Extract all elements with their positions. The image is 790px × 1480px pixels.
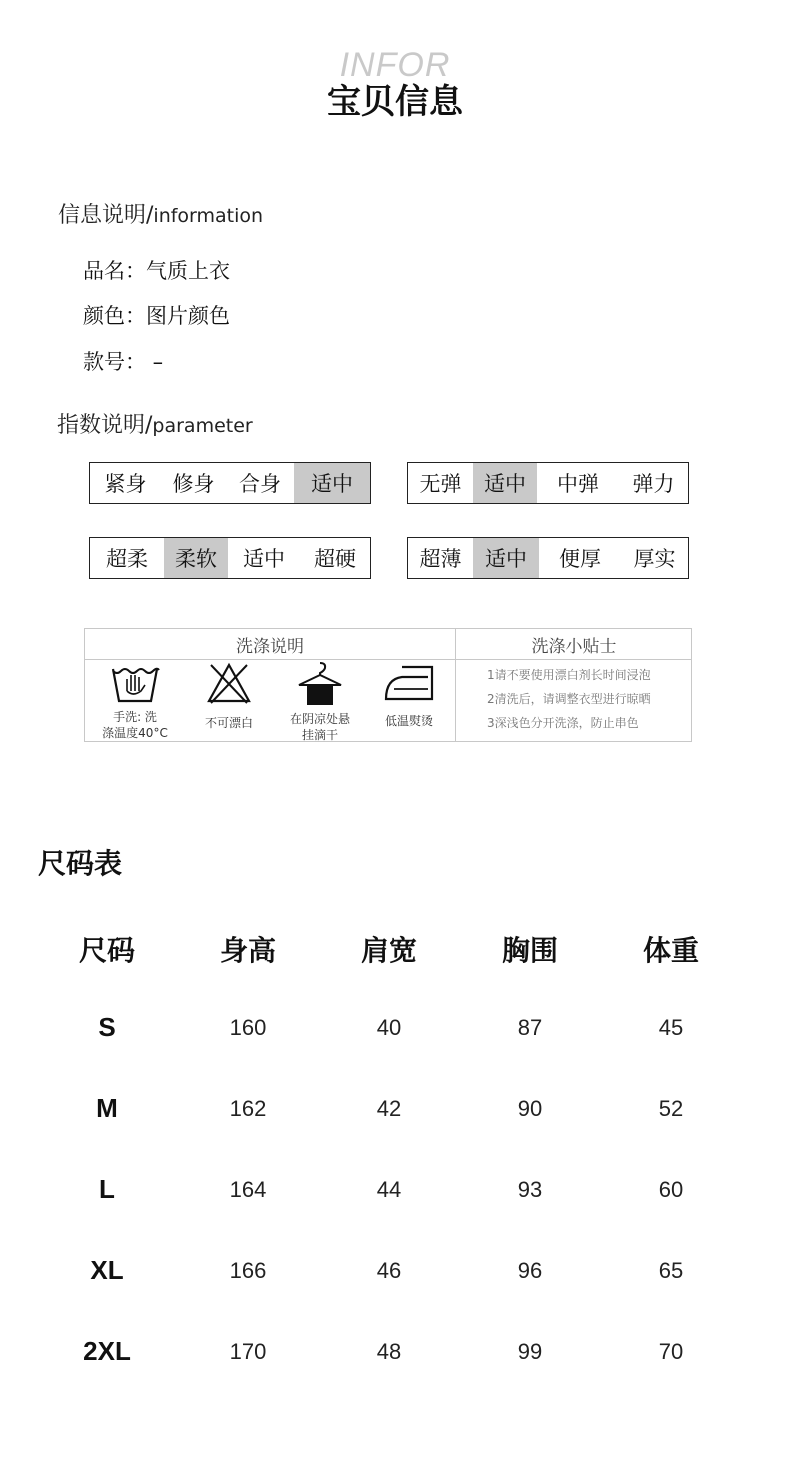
shoulder-header: 肩宽 — [360, 934, 417, 967]
softness-option-selected: 柔软 — [164, 538, 228, 578]
info-line-color: 颜色：图片颜色 — [83, 304, 230, 328]
table-cell: 65 — [658, 1258, 684, 1283]
stretch-scale — [407, 462, 689, 504]
no-bleach-item — [185, 661, 273, 731]
table-cell: 99 — [517, 1339, 543, 1364]
table-cell: 93 — [517, 1177, 543, 1202]
wash-divider — [455, 629, 456, 741]
wash-tip: 3深浅色分开洗涤，防止串色 — [487, 716, 639, 730]
table-cell: 42 — [376, 1096, 402, 1121]
hand-wash-icon — [107, 661, 163, 705]
info-heading — [58, 198, 263, 229]
fit-option-selected: 适中 — [294, 463, 370, 503]
low-iron-caption: 低温熨烫 — [384, 714, 433, 728]
hang-dry-caption: 在阴凉处悬 — [289, 712, 350, 726]
fit-option: 合身 — [239, 472, 281, 496]
parameter-heading — [57, 408, 253, 439]
fit-option: 修身 — [172, 472, 215, 496]
thickness-option: 便厚 — [559, 547, 601, 571]
table-cell: 166 — [229, 1258, 267, 1283]
table-cell: 162 — [229, 1096, 267, 1121]
table-cell: 170 — [229, 1339, 267, 1364]
stretch-option: 无弹 — [419, 472, 462, 496]
wash-tip: 1请不要使用漂白剂长时间浸泡 — [487, 668, 651, 682]
info-line-model: 款号： – — [83, 350, 164, 374]
fit-option: 紧身 — [104, 472, 147, 496]
thickness-option-selected: 适中 — [473, 538, 539, 578]
thickness-option: 厚实 — [633, 547, 676, 571]
fit-scale — [89, 462, 371, 504]
table-cell: 45 — [658, 1015, 684, 1040]
wash-tip: 2清洗后，请调整衣型进行晾晒 — [487, 692, 651, 706]
table-cell: 60 — [658, 1177, 684, 1202]
wash-tips-header: 洗涤小贴士 — [456, 629, 692, 660]
stretch-option: 中弹 — [557, 472, 599, 496]
page-title: 宝贝信息 — [327, 82, 463, 122]
table-cell: 44 — [376, 1177, 402, 1202]
softness-option: 超柔 — [106, 547, 148, 571]
table-cell: 70 — [658, 1339, 684, 1364]
no-bleach-icon — [205, 661, 253, 705]
low-iron-item — [367, 661, 451, 729]
no-bleach-caption: 不可漂白 — [204, 716, 253, 730]
table-cell-size: L — [99, 1174, 115, 1204]
wash-instructions-header: 洗涤说明 — [85, 629, 455, 660]
table-cell: 40 — [376, 1015, 402, 1040]
thickness-scale — [407, 537, 689, 579]
hand-wash-caption: 手洗: 洗 — [113, 710, 157, 724]
parameter-heading-en: parameter — [152, 415, 253, 437]
weight-header: 体重 — [642, 934, 699, 967]
hang-dry-icon — [295, 661, 345, 707]
hang-dry-caption: 挂滴干 — [301, 728, 338, 742]
info-heading-en: information — [153, 205, 264, 227]
info-line-name: 品名：气质上衣 — [83, 259, 230, 283]
softness-scale — [89, 537, 371, 579]
table-cell: 96 — [517, 1258, 543, 1283]
stretch-option-selected: 适中 — [473, 463, 537, 503]
table-cell: 52 — [658, 1096, 684, 1121]
thickness-option: 超薄 — [419, 547, 462, 571]
table-cell-size: S — [98, 1012, 116, 1042]
size-chart-title: 尺码表 — [38, 847, 123, 880]
table-cell-size: XL — [90, 1255, 124, 1285]
table-cell-size: 2XL — [83, 1336, 131, 1366]
table-cell: 87 — [517, 1015, 543, 1040]
hang-dry-item — [275, 661, 365, 743]
height-header: 身高 — [219, 934, 276, 967]
parameter-heading-cn: 指数说明/ — [57, 413, 153, 438]
table-cell: 48 — [376, 1339, 402, 1364]
hand-wash-caption: 涤温度40°C — [102, 726, 168, 740]
stretch-option: 弹力 — [632, 472, 675, 496]
table-cell: 164 — [229, 1177, 267, 1202]
header-background-word: INFOR — [339, 46, 451, 84]
table-cell-size: M — [96, 1093, 118, 1123]
wash-care-table — [84, 628, 692, 742]
table-cell: 46 — [376, 1258, 402, 1283]
table-cell: 90 — [517, 1096, 543, 1121]
low-iron-icon — [382, 661, 436, 705]
hand-wash-item — [91, 661, 179, 741]
size-header: 尺码 — [78, 934, 135, 967]
chest-header: 胸围 — [501, 934, 558, 967]
info-heading-cn: 信息说明/ — [58, 203, 154, 228]
softness-option: 超硬 — [314, 547, 356, 571]
table-cell: 160 — [229, 1015, 267, 1040]
softness-option: 适中 — [243, 547, 285, 571]
